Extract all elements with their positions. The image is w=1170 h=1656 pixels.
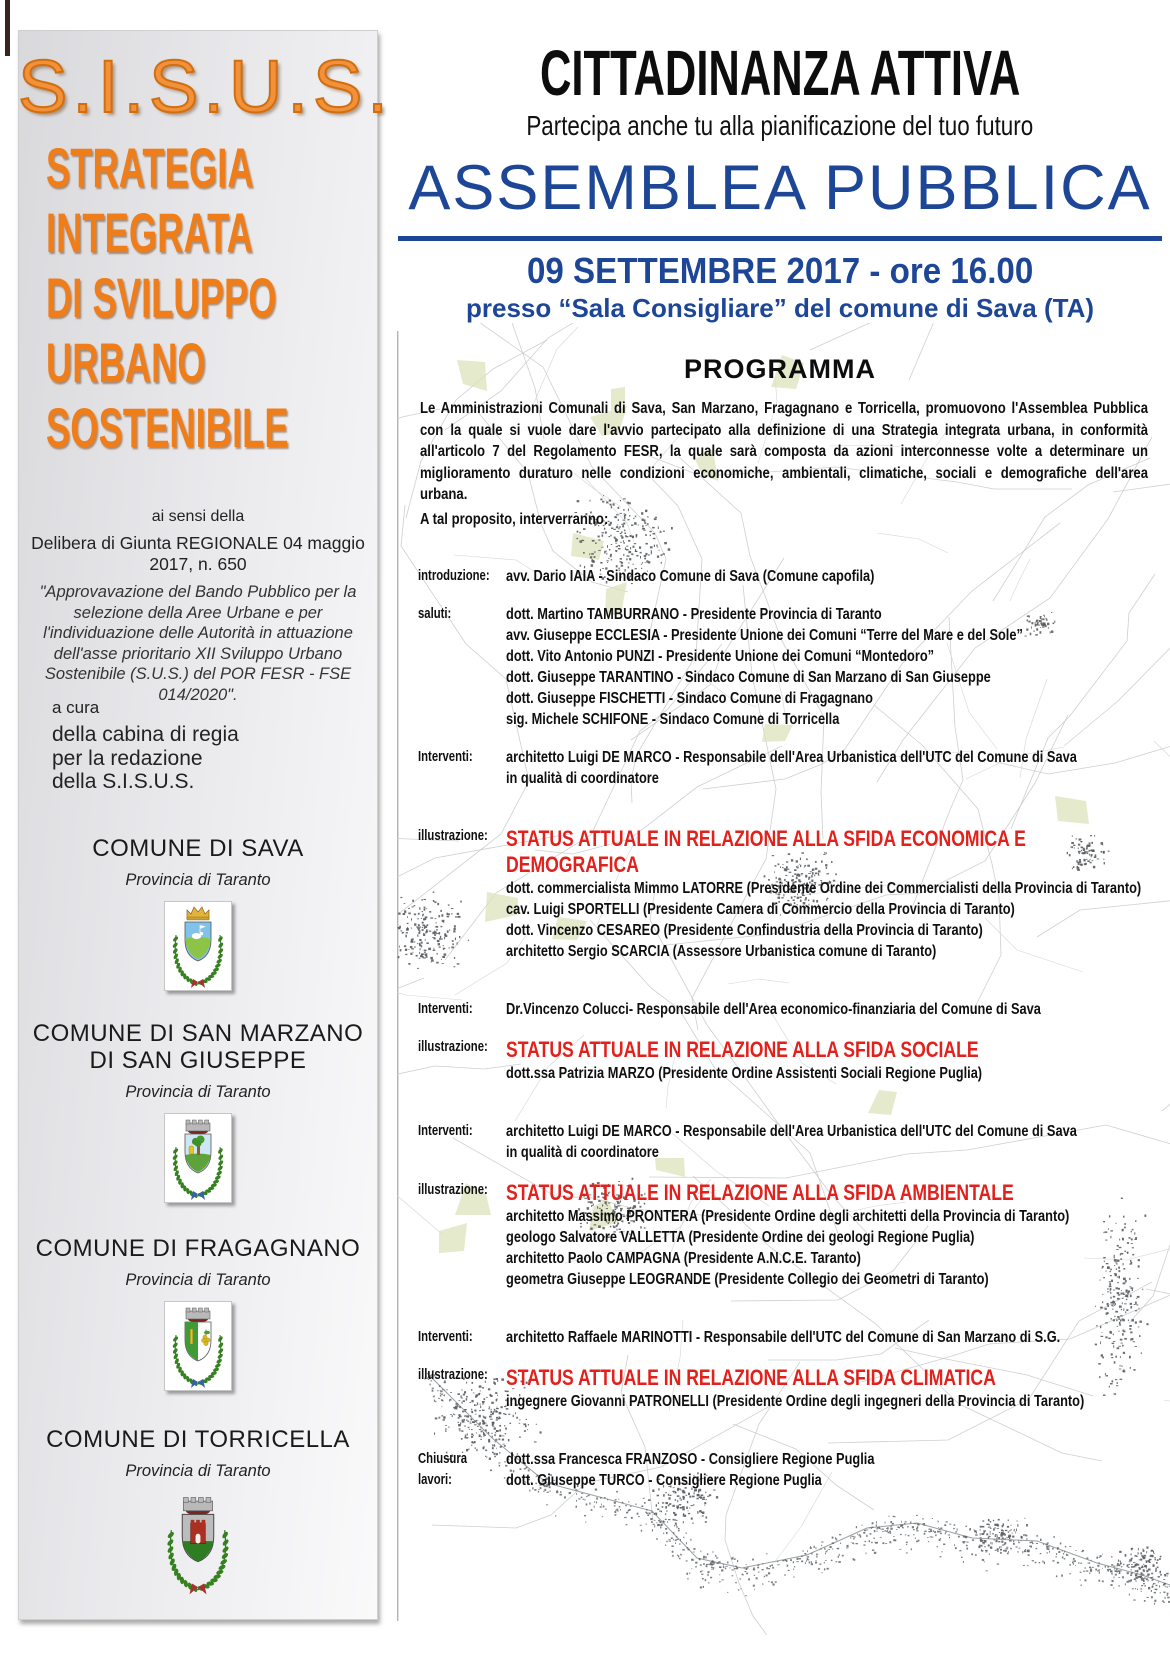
program-entry: dott. Martino TAMBURRANO - Presidente Provincia di Taranto bbox=[506, 606, 882, 623]
torricella-coat-of-arms bbox=[158, 1490, 238, 1597]
program-entry: dott. Giuseppe FISCHETTI - Sindaco Comune di Fragagnano bbox=[506, 690, 873, 707]
program-row bbox=[418, 1180, 1156, 1290]
kicker-heading: CITTADINANZA ATTIVA bbox=[539, 37, 1021, 109]
program-entry: dott.ssa Francesca FRANZOSO - Consigliere Regione Puglia bbox=[506, 1451, 875, 1468]
municipality-province: Provincia di Taranto bbox=[125, 1462, 271, 1480]
municipality-province: Provincia di Taranto bbox=[125, 1271, 271, 1289]
program-row bbox=[418, 1365, 1156, 1412]
municipality-province: Provincia di Taranto bbox=[125, 1083, 271, 1101]
law-intro: ai sensi della bbox=[151, 508, 245, 525]
program-row bbox=[418, 826, 1156, 962]
program-entry: Dr.Vincenzo Colucci- Responsabile dell'Area economico-finanziaria del Comune di Sava bbox=[506, 1001, 1041, 1018]
program-topic-title: STATUS ATTUALE IN RELAZIONE ALLA SFIDA CLIMATICA bbox=[506, 1365, 996, 1390]
program-entry: dott. commercialista Mimmo LATORRE (Presidente Ordine dei Commercialisti della Provincia di Taranto) bbox=[506, 880, 1142, 897]
legal-reference bbox=[28, 508, 368, 705]
municipality-block-torricella bbox=[18, 1426, 378, 1602]
program-entry: architetto Luigi DE MARCO - Responsabile dell'Area Urbanistica dell'UTC del Comune di Sava bbox=[506, 1123, 1077, 1140]
strategy-line: SOSTENIBILE bbox=[46, 396, 289, 459]
program-row-label: illustrazione: bbox=[418, 1182, 488, 1198]
curator-line: della S.I.S.U.S. bbox=[52, 770, 195, 793]
strategy-line: DI SVILUPPO bbox=[46, 266, 277, 329]
program-row bbox=[418, 1327, 1156, 1348]
event-title: ASSEMBLEA PUBBLICA bbox=[398, 152, 1161, 241]
scan-artifact bbox=[5, 0, 10, 56]
law-line: Delibera di Giunta REGIONALE 04 maggio 2017, n. 650 bbox=[31, 533, 365, 574]
program-row bbox=[418, 999, 1156, 1020]
program-entry: cav. Luigi SPORTELLI (Presidente Camera di Commercio della Provincia di Taranto) bbox=[506, 901, 1015, 918]
program-entry: dott. Giuseppe TURCO - Consigliere Regione Puglia bbox=[506, 1472, 822, 1489]
program-intro-paragraph: Le Amministrazioni Comunali di Sava, San Marzano, Fragagnano e Torricella, promuovono l'Assemblea Pubblica con la quale si vuole dare l'avvio partecipato alla definizione di una Strategia integrata urbana, in conformità all'articolo 7 del Regolamento FESR, la quale sarà composta da azioni interconnesse volte a determinare un miglioramento duraturo nelle condizioni economiche, ambientali, climatiche, sociali e demografiche dell'area urbana. bbox=[420, 400, 1149, 503]
program-entry: dott. Vito Antonio PUNZI - Presidente Unione dei Comuni “Montedoro” bbox=[506, 648, 935, 665]
program-topic-title: STATUS ATTUALE IN RELAZIONE ALLA SFIDA AMBIENTALE bbox=[506, 1180, 1014, 1205]
program-entry: architetto Sergio SCARCIA (Assessore Urbanistica comune di Taranto) bbox=[506, 943, 937, 960]
program-topic-title: STATUS ATTUALE IN RELAZIONE ALLA SFIDA SOCIALE bbox=[506, 1037, 979, 1062]
program-row-label: saluti: bbox=[418, 606, 452, 622]
program-entry: in qualità di coordinatore bbox=[506, 770, 659, 787]
program-row bbox=[418, 1037, 1156, 1084]
program-row bbox=[418, 566, 1156, 587]
main-content bbox=[390, 0, 1170, 1656]
program-row bbox=[418, 1121, 1156, 1163]
strategy-line: INTEGRATA bbox=[46, 201, 253, 264]
program-row bbox=[418, 747, 1156, 789]
municipality-block-fragagnano bbox=[18, 1235, 378, 1396]
law-quote: "Approvavazione del Bando Pubblico per la selezione della Aree Urbane e per l'individuazione delle Autorità in attuazione dell'asse prioritario XII Sviluppo Urbano Sostenibile (S.U.S.) del POR FESR - FSE 014/2020". bbox=[39, 583, 357, 704]
program-row-label: lavori: bbox=[418, 1472, 452, 1488]
program-followup: A tal proposito, interverranno: bbox=[420, 511, 609, 528]
curator-line: per la redazione bbox=[52, 746, 203, 770]
program-row bbox=[418, 604, 1156, 730]
program-row-label: Interventi: bbox=[418, 1123, 473, 1139]
program-topic-title: STATUS ATTUALE IN RELAZIONE ALLA SFIDA ECONOMICA E DEMOGRAFICA bbox=[506, 826, 1026, 877]
event-venue: presso “Sala Consigliare” del comune di Sava (TA) bbox=[465, 293, 1095, 323]
program-row-label: Interventi: bbox=[418, 1001, 473, 1017]
fragagnano-coat-of-arms-icon bbox=[165, 1302, 231, 1390]
program-entry: dott. Giuseppe TARANTINO - Sindaco Comune di San Marzano di San Giuseppe bbox=[506, 669, 991, 686]
program-entry: architetto Massimo PRONTERA (Presidente Ordine degli architetti della Provincia di Taranto) bbox=[506, 1208, 1070, 1225]
curator-line: della cabina di regia bbox=[52, 723, 239, 746]
torricella-coat-of-arms-icon bbox=[158, 1490, 238, 1597]
sisus-acronym-title: S.I.S.U.S. bbox=[18, 45, 393, 128]
program-row-label: illustrazione: bbox=[418, 1039, 488, 1055]
municipality-name: COMUNE DI TORRICELLA bbox=[46, 1426, 350, 1453]
municipality-name: COMUNE DI FRAGAGNANO bbox=[35, 1235, 361, 1262]
program-row-label: Interventi: bbox=[418, 749, 473, 765]
program-entry: architetto Raffaele MARINOTTI - Responsabile dell'UTC del Comune di San Marzano di S.G. bbox=[506, 1329, 1061, 1346]
program-row-label: illustrazione: bbox=[418, 1367, 488, 1383]
sidebar bbox=[18, 30, 393, 1620]
program-entry: in qualità di coordinatore bbox=[506, 1144, 659, 1161]
strategy-wordmark bbox=[46, 135, 419, 460]
program-row-label: Chiusura bbox=[418, 1451, 468, 1467]
program-row-label: illustrazione: bbox=[418, 828, 488, 844]
municipality-block-sava bbox=[18, 835, 378, 996]
program-entry: architetto Luigi DE MARCO - Responsabile dell'Area Urbanistica dell'UTC del Comune di Sava bbox=[506, 749, 1077, 766]
program-entry: dott. Vincenzo CESAREO (Presidente Confindustria della Provincia di Taranto) bbox=[506, 922, 983, 939]
program-heading: PROGRAMMA bbox=[684, 354, 876, 384]
program-entry: sig. Michele SCHIFONE - Sindaco Comune di Torricella bbox=[506, 711, 840, 728]
program-entry: dott.ssa Patrizia MARZO (Presidente Ordine Assistenti Sociali Regione Puglia) bbox=[506, 1065, 983, 1082]
fragagnano-coat-of-arms bbox=[164, 1301, 232, 1391]
municipality-name: DI SAN GIUSEPPE bbox=[89, 1047, 307, 1074]
program-entry: ingegnere Giovanni PATRONELLI (Presidente Ordine degli ingegneri della Provincia di Taranto) bbox=[506, 1393, 1085, 1410]
program-entry: architetto Paolo CAMPAGNA (Presidente A.N.C.E. Taranto) bbox=[506, 1250, 861, 1267]
program-row-label: introduzione: bbox=[418, 568, 490, 584]
program-entry: geologo Salvatore VALLETTA (Presidente Ordine dei geologi Regione Puglia) bbox=[506, 1229, 975, 1246]
strategy-line: STRATEGIA bbox=[46, 136, 254, 199]
program-entry: avv. Dario IAIA - Sindaco Comune di Sava (Comune capofila) bbox=[506, 568, 875, 585]
curator-lead: a cura bbox=[52, 698, 100, 717]
san-marzano-coat-of-arms bbox=[164, 1113, 232, 1203]
municipality-name: COMUNE DI SAVA bbox=[92, 835, 304, 862]
event-datetime: 09 SETTEMBRE 2017 - ore 16.00 bbox=[526, 250, 1034, 291]
strategy-line: URBANO bbox=[46, 331, 206, 394]
sava-coat-of-arms bbox=[164, 901, 232, 991]
program-row-label: Interventi: bbox=[418, 1329, 473, 1345]
municipality-province: Provincia di Taranto bbox=[125, 871, 271, 889]
sava-coat-of-arms-icon bbox=[165, 902, 231, 990]
tagline: Partecipa anche tu alla pianificazione del tuo futuro bbox=[526, 110, 1034, 141]
program-entry: geometra Giuseppe LEOGRANDE (Presidente Collegio dei Geometri di Taranto) bbox=[506, 1271, 989, 1288]
program-row bbox=[418, 1449, 1156, 1491]
curator-block bbox=[52, 698, 239, 794]
program-entry: avv. Giuseppe ECCLESIA - Presidente Unione dei Comuni “Terre del Mare e del Sole” bbox=[506, 627, 1023, 644]
san-marzano-coat-of-arms-icon bbox=[165, 1114, 231, 1202]
municipality-block-san-marzano bbox=[18, 1020, 378, 1208]
municipality-name: COMUNE DI SAN MARZANO bbox=[32, 1020, 364, 1047]
program-schedule bbox=[418, 566, 1156, 1491]
